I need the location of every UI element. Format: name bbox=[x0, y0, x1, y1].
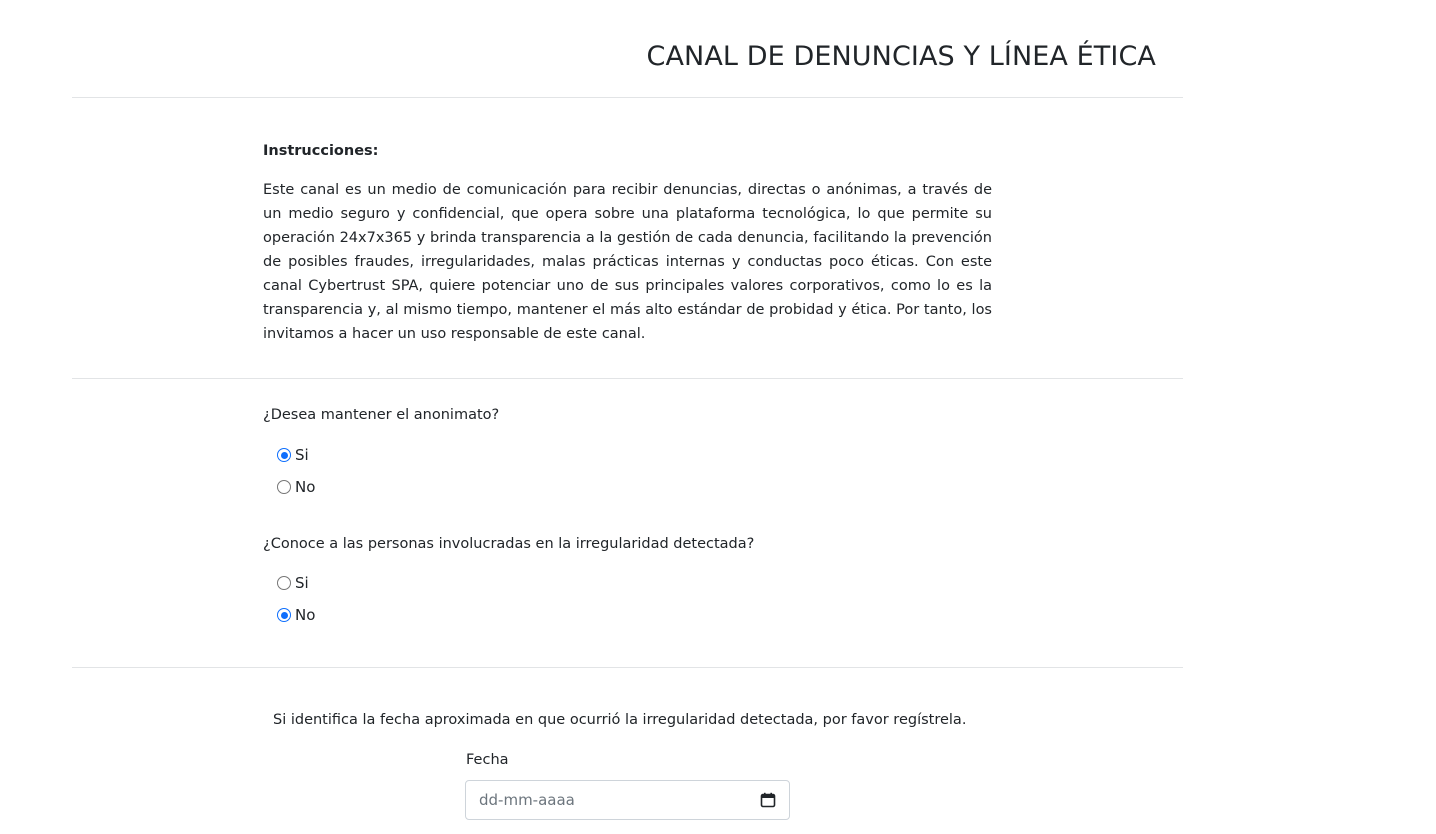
involved-no-label: No bbox=[295, 606, 316, 624]
date-input[interactable] bbox=[465, 780, 790, 820]
anonymity-option-no[interactable] bbox=[277, 476, 315, 498]
page-title: CANAL DE DENUNCIAS Y LÍNEA ÉTICA bbox=[646, 41, 1156, 72]
calendar-icon[interactable] bbox=[760, 792, 776, 808]
anonymity-no-radio[interactable] bbox=[277, 480, 291, 494]
date-instruction: Si identifica la fecha aproximada en que ocurrió la irregularidad detectada, por favor regístrela. bbox=[273, 712, 967, 728]
instructions-body: Este canal es un medio de comunicación para recibir denuncias, directas o anónimas, a través de un medio seguro y confidencial, que opera sobre una plataforma tecnológica, lo que permite su operación 24x7x365 y brinda transparencia a la gestión de cada denuncia, facilitando la prevención de posibles fraudes, irregularidades, malas prácticas internas y conductas poco éticas. Con este canal Cybertrust SPA, quiere potenciar uno de sus principales valores corporativos, como lo es la transparencia y, al mismo tiempo, mantener el más alto estándar de probidad y ética. Por tanto, los invitamos a hacer un uso responsable de este canal. bbox=[263, 182, 992, 342]
anonymity-no-label: No bbox=[295, 478, 316, 496]
divider bbox=[72, 97, 1183, 98]
divider bbox=[72, 667, 1183, 668]
anonymity-option-si[interactable] bbox=[277, 444, 309, 466]
date-placeholder: dd-mm-aaaa bbox=[479, 791, 575, 809]
involved-option-no[interactable] bbox=[277, 604, 315, 626]
instructions-heading: Instrucciones: bbox=[263, 143, 379, 159]
date-field-label: Fecha bbox=[466, 752, 509, 768]
anonymity-question: ¿Desea mantener el anonimato? bbox=[263, 407, 500, 423]
divider bbox=[72, 378, 1183, 379]
anonymity-si-radio[interactable] bbox=[277, 448, 291, 462]
anonymity-si-label: Si bbox=[295, 446, 309, 464]
involved-no-radio[interactable] bbox=[277, 608, 291, 622]
involved-question: ¿Conoce a las personas involucradas en la irregularidad detectada? bbox=[263, 536, 755, 552]
involved-si-radio[interactable] bbox=[277, 576, 291, 590]
involved-si-label: Si bbox=[295, 574, 309, 592]
involved-option-si[interactable] bbox=[277, 572, 309, 594]
